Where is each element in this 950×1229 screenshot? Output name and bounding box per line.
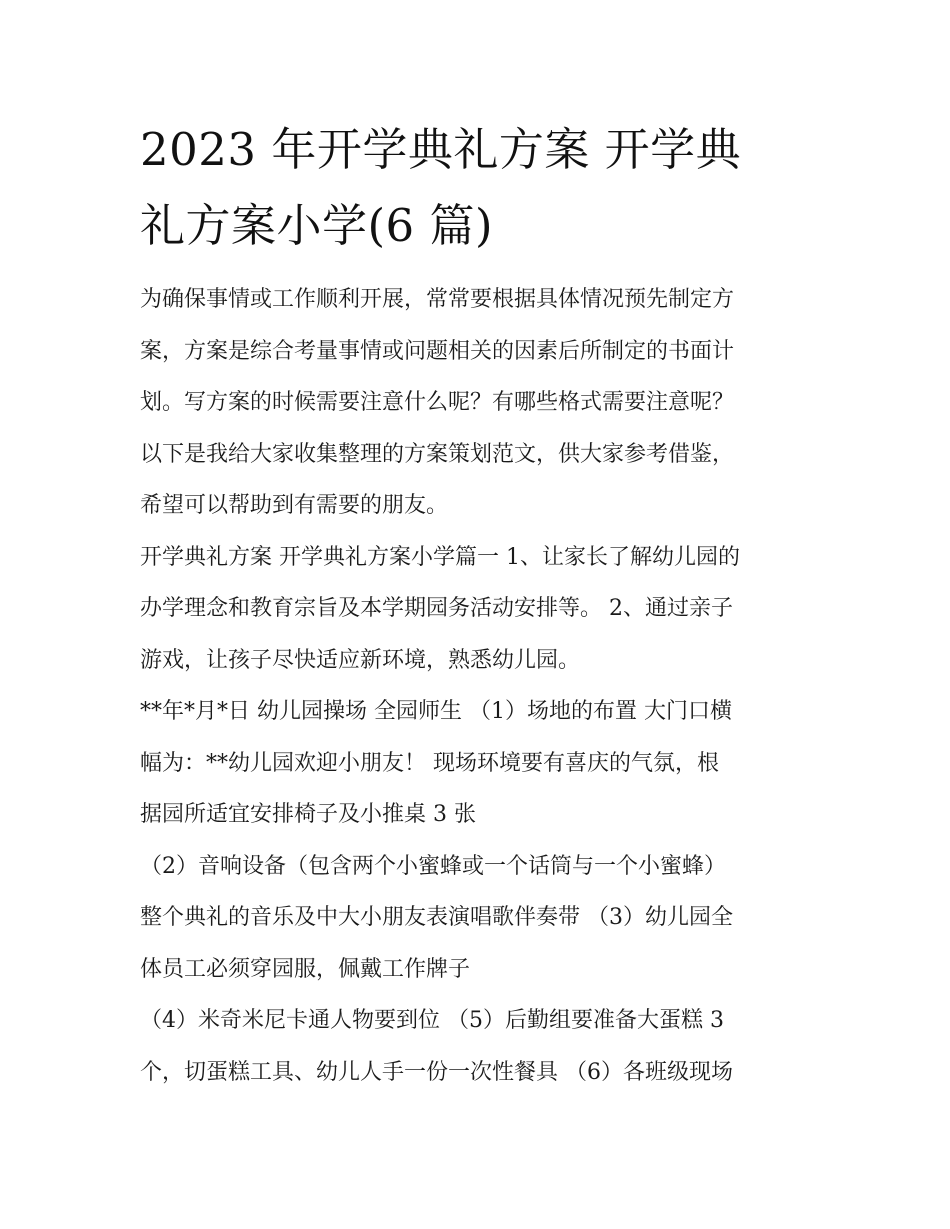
- paragraph-4-line-2: 整个典礼的音乐及中大小朋友表演唱歌伴奏带 （3）幼儿园全: [140, 905, 733, 930]
- paragraph-3-line-1: **年*月*日 幼儿园操场 全园师生 （1）场地的布置 大门口横: [140, 699, 732, 724]
- paragraph-1-line-1: 为确保事情或工作顺利开展，常常要根据具体情况预先制定方: [140, 287, 735, 312]
- document-title: [140, 112, 820, 264]
- title-line-2: 礼方案小学(6 篇): [140, 199, 494, 252]
- paragraph-3-line-3: 据园所适宜安排椅子及小推桌 3 张: [140, 802, 476, 827]
- paragraph-1-line-5: 希望可以帮助到有需要的朋友。: [140, 493, 449, 518]
- paragraph-5-line-2: 个，切蛋糕工具、幼儿人手一份一次性餐具 （6）各班级现场: [140, 1059, 733, 1085]
- paragraph-4-line-3: 体员工必须穿园服，佩戴工作牌子: [140, 956, 471, 982]
- paragraph-1-line-3: 划。写方案的时候需要注意什么呢？有哪些格式需要注意呢？: [140, 390, 735, 415]
- paragraph-2-line-1: 开学典礼方案 开学典礼方案小学篇一 1、让家长了解幼儿园的: [140, 544, 740, 570]
- document-body: [140, 274, 820, 1098]
- paragraph-1-line-2: 案，方案是综合考量事情或问题相关的因素后所制定的书面计: [140, 338, 735, 364]
- paragraph-1-line-4: 以下是我给大家收集整理的方案策划范文，供大家参考借鉴，: [140, 441, 735, 467]
- paragraph-2-line-2: 办学理念和教育宗旨及本学期园务活动安排等。 2、通过亲子: [140, 596, 733, 621]
- paragraph-4-line-1: （2）音响设备（包含两个小蜜蜂或一个话筒与一个小蜜蜂）: [140, 853, 726, 879]
- paragraph-3-line-2: 幅为：**幼儿园欢迎小朋友！ 现场环境要有喜庆的气氛，根: [140, 750, 719, 776]
- paragraph-2-line-3: 游戏，让孩子尽快适应新环境，熟悉幼儿园。: [140, 647, 581, 673]
- paragraph-5-line-1: （4）米奇米尼卡通人物要到位 （5）后勤组要准备大蛋糕 3: [140, 1008, 724, 1033]
- title-line-1: 2023 年开学典礼方案 开学典: [140, 123, 742, 176]
